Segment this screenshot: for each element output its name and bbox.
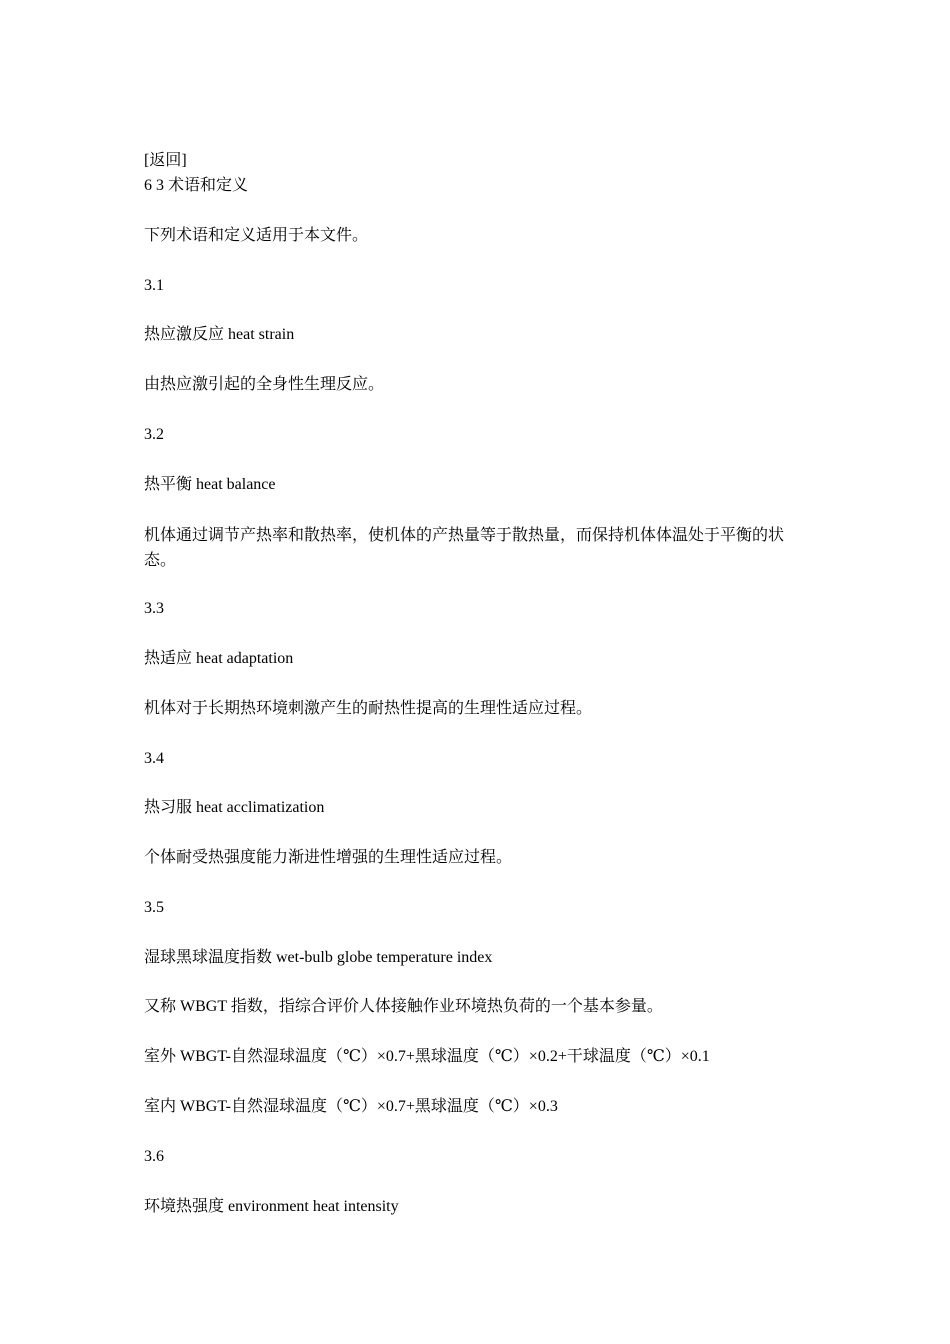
term-title: 热适应 heat adaptation	[144, 650, 294, 667]
formula-indoor: 室内 WBGT-自然湿球温度（℃）×0.7+黑球温度（℃）×0.3	[144, 1098, 558, 1115]
term-number: 3.6	[144, 1148, 164, 1165]
term-title: 热习服 heat acclimatization	[144, 799, 325, 816]
term-definition: 机体通过调节产热率和散热率，使机体的产热量等于散热量，而保持机体体温处于平衡的状态。	[144, 527, 785, 569]
term-title: 热平衡 heat balance	[144, 476, 276, 493]
formula-outdoor: 室外 WBGT-自然湿球温度（℃）×0.7+黑球温度（℃）×0.2+干球温度（℃）×0.1	[144, 1048, 710, 1065]
back-link-line	[144, 150, 187, 172]
term-number: 3.3	[144, 600, 164, 617]
term-definition: 又称 WBGT 指数，指综合评价人体接触作业环境热负荷的一个基本参量。	[144, 998, 663, 1015]
term-number: 3.1	[144, 277, 164, 294]
term-number: 3.2	[144, 426, 164, 443]
term-definition: 机体对于长期热环境刺激产生的耐热性提高的生理性适应过程。	[144, 700, 593, 717]
back-link[interactable]: [返回]	[144, 152, 187, 169]
term-number: 3.5	[144, 899, 164, 916]
term-definition: 由热应激引起的全身性生理反应。	[144, 376, 385, 393]
term-title: 湿球黑球温度指数 wet-bulb globe temperature index	[144, 949, 493, 966]
term-title: 热应激反应 heat strain	[144, 326, 295, 343]
term-title: 环境热强度 environment heat intensity	[144, 1198, 399, 1215]
term-number: 3.4	[144, 750, 164, 767]
section-title: 6 3 术语和定义	[144, 177, 249, 194]
term-definition: 个体耐受热强度能力渐进性增强的生理性适应过程。	[144, 849, 513, 866]
intro-text: 下列术语和定义适用于本文件。	[144, 227, 369, 244]
